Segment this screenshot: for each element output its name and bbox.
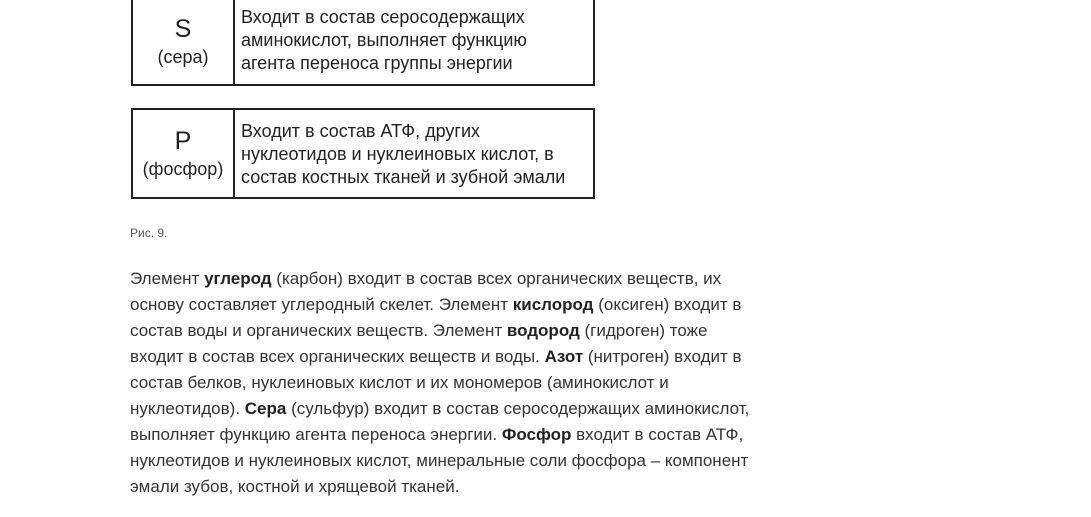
paragraph-line	[130, 448, 820, 474]
text-run: (гидроген) тоже	[579, 321, 708, 340]
description-line: нуклеотидов и нуклеиновых кислот, в	[241, 144, 554, 164]
paragraph-line	[130, 344, 820, 370]
element-symbol: P	[174, 127, 192, 155]
element-name: (фосфор)	[142, 159, 224, 179]
description-line: аминокислот, выполняет функцию	[241, 30, 527, 50]
text-run: выполняет функцию агента переноса энергии.	[130, 425, 502, 444]
description-line: Входит в состав серосодержащих	[241, 7, 525, 27]
text-run: входит в состав всех органических веществ и воды.	[130, 347, 545, 366]
text-run: нуклеотидов).	[130, 399, 245, 418]
description-line: состав костных тканей и зубной эмали	[241, 167, 566, 187]
description-line: Входит в состав АТФ, других	[241, 121, 481, 141]
text-run: состав белков, нуклеиновых кислот и их мономеров (аминокислот и	[130, 373, 669, 392]
bold-term: Азот	[544, 347, 584, 366]
text-run: (оксиген) входит в	[593, 295, 742, 314]
paragraph-line	[130, 266, 820, 292]
paragraph-line	[130, 318, 820, 344]
element-symbol-cell	[133, 110, 235, 197]
element-table-phosphorus	[131, 108, 595, 199]
paragraph-line	[130, 474, 820, 500]
element-symbol-cell	[133, 0, 235, 84]
bold-term: углерод	[204, 269, 272, 288]
text-run: эмали зубов, костной и хрящевой тканей.	[130, 477, 460, 496]
element-table-sulfur	[131, 0, 595, 86]
figure-caption: Рис. 9.	[130, 226, 168, 240]
element-description	[235, 0, 593, 84]
text-run: Элемент	[130, 269, 205, 288]
paragraph-line	[130, 292, 820, 318]
text-run: нуклеотидов и нуклеиновых кислот, минеральные соли фосфора – компонент	[130, 451, 749, 470]
description-line: агента переноса группы энергии	[241, 53, 513, 73]
text-run: (карбон) входит в состав всех органических веществ, их	[271, 269, 722, 288]
bold-term: Фосфор	[501, 425, 572, 444]
paragraph-line	[130, 370, 820, 396]
element-description	[235, 110, 593, 197]
element-name: (сера)	[157, 46, 209, 67]
text-run: основу составляет углеродный скелет. Элемент	[130, 295, 513, 314]
paragraph-line	[130, 396, 820, 422]
text-run: входит в состав АТФ,	[571, 425, 744, 444]
paragraph-line	[130, 422, 820, 448]
bold-term: водород	[506, 321, 580, 340]
element-symbol: S	[174, 14, 192, 43]
body-paragraph	[130, 266, 820, 500]
text-run: состав воды и органических веществ. Элемент	[130, 321, 507, 340]
text-run: (сульфур) входит в состав серосодержащих аминокислот,	[286, 399, 750, 418]
bold-term: Сера	[244, 399, 287, 418]
text-run: (нитроген) входит в	[583, 347, 742, 366]
bold-term: кислород	[512, 295, 594, 314]
